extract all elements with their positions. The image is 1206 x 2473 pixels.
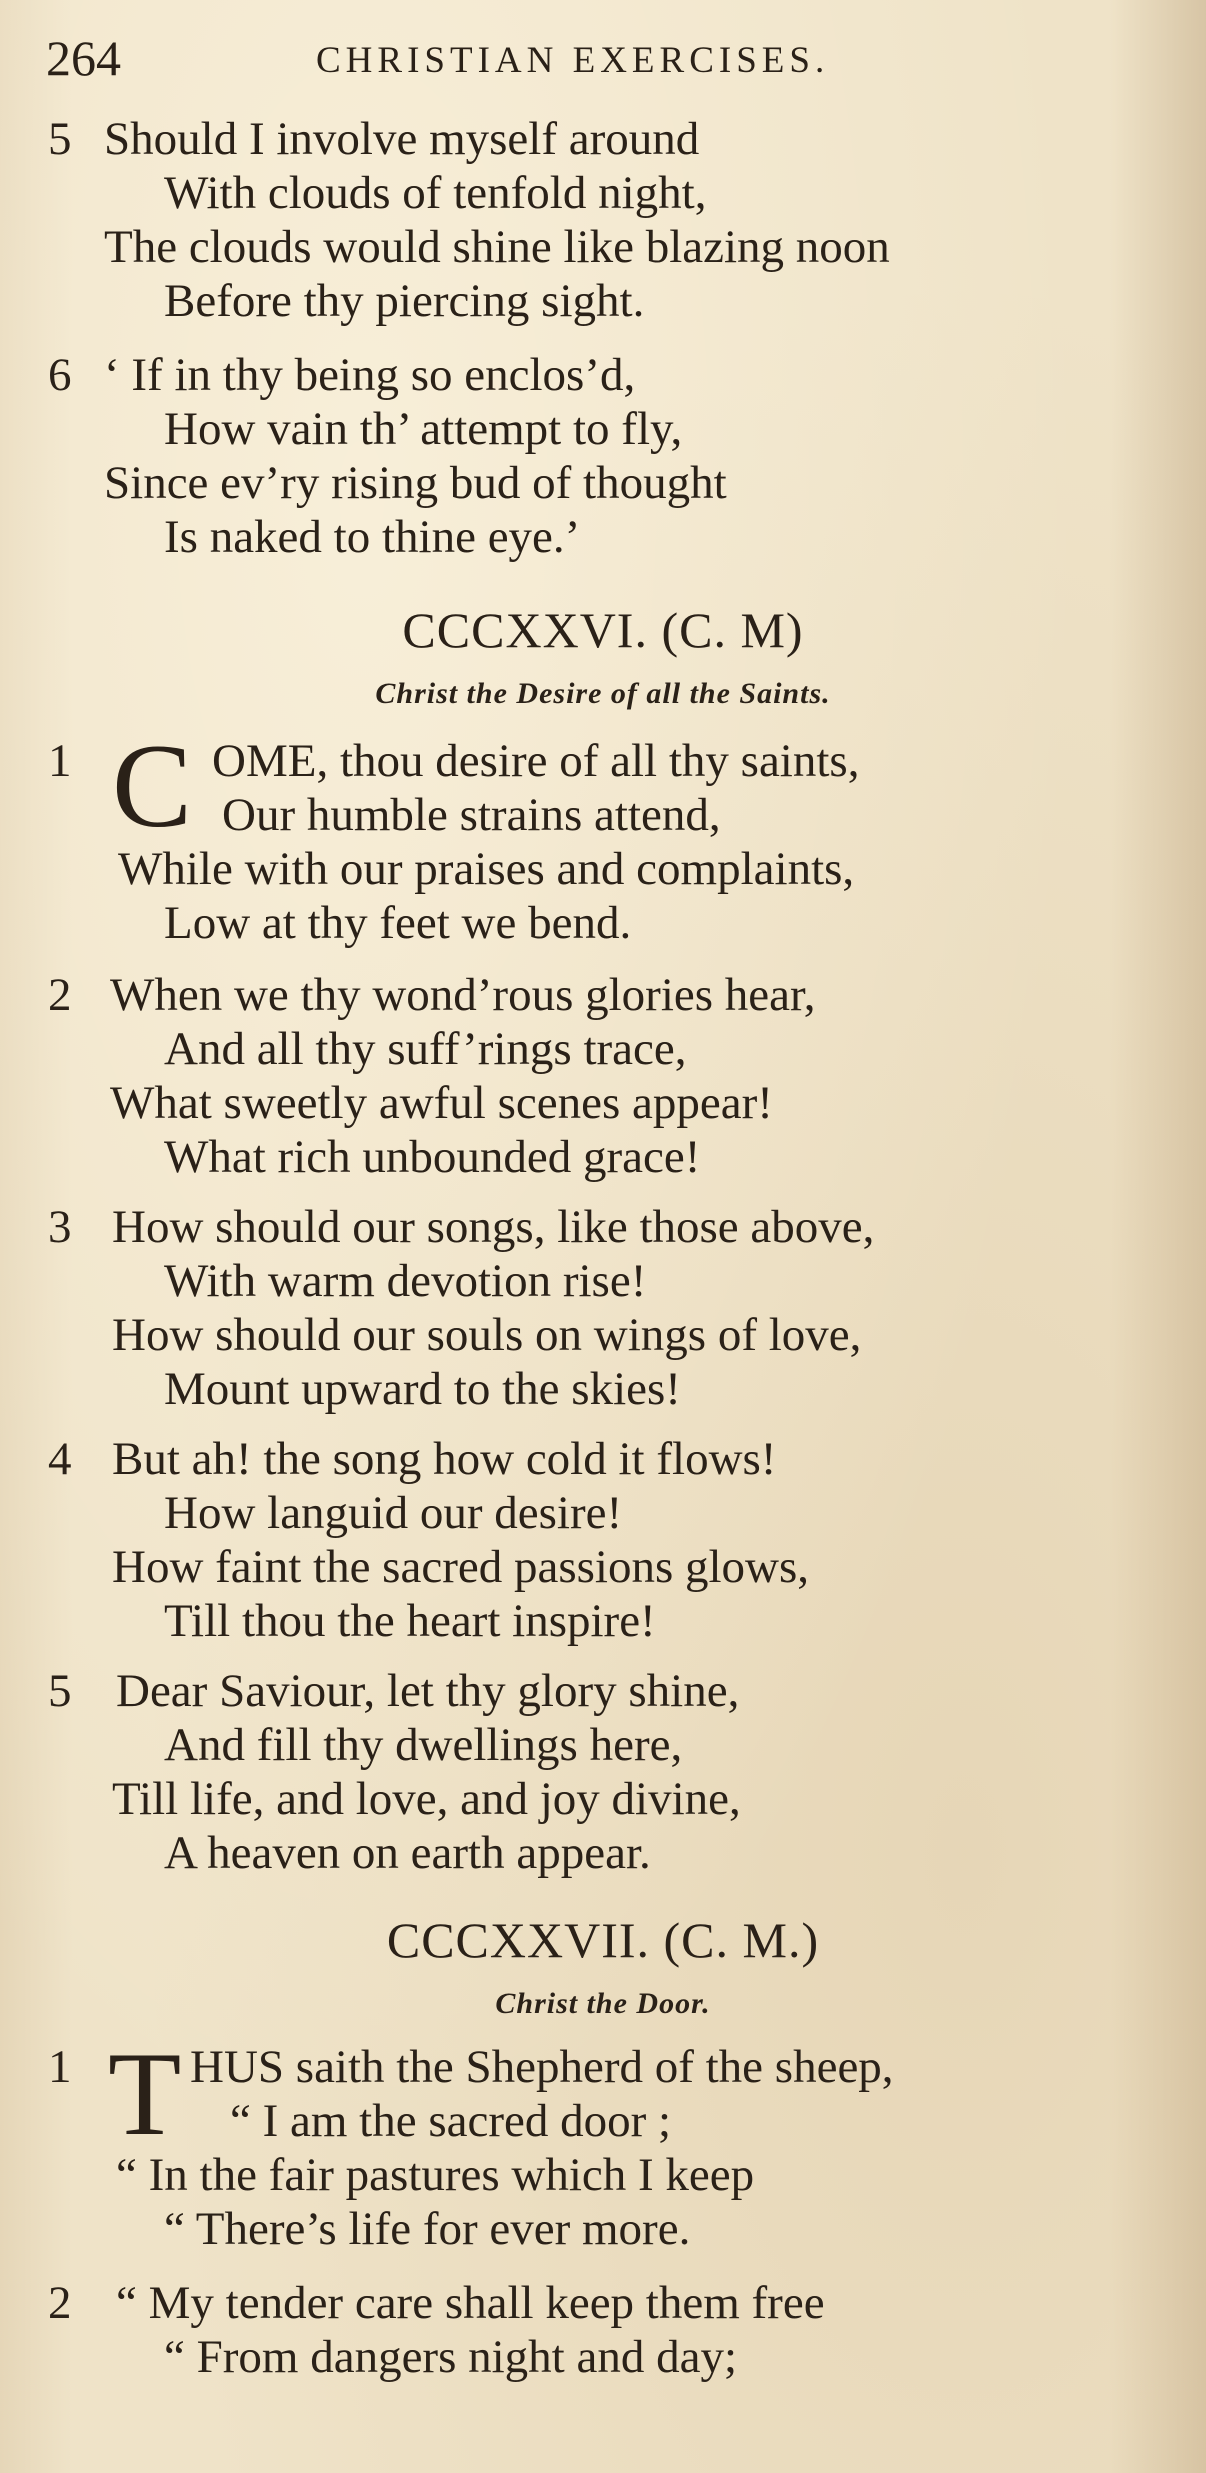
- stanza-number: 1: [48, 2041, 72, 2093]
- drop-cap: C: [112, 719, 193, 852]
- stanza-number: 5: [48, 113, 72, 165]
- running-head: CHRISTIAN EXERCISES.: [316, 40, 830, 81]
- verse-line: A heaven on earth appear.: [164, 1827, 651, 1879]
- verse-line: When we thy wond’rous glories hear,: [110, 969, 816, 1021]
- stanza-number: 5: [48, 1665, 72, 1717]
- verse-line: What rich unbounded grace!: [164, 1131, 701, 1183]
- verse-line: With clouds of tenfold night,: [164, 167, 707, 219]
- stanza-number: 2: [48, 2277, 72, 2329]
- verse-line: Till life, and love, and joy divine,: [112, 1773, 741, 1825]
- hymn-327-title: CCCXXVII. (C. M.): [386, 1912, 820, 1968]
- stanza-number: 2: [48, 969, 72, 1021]
- stanza-number: 4: [48, 1433, 72, 1485]
- stanza-number: 1: [48, 735, 72, 787]
- drop-cap: T: [108, 2027, 182, 2160]
- verse-line: “ In the fair pastures which I keep: [116, 2149, 755, 2201]
- verse-line: Before thy piercing sight.: [164, 275, 645, 327]
- hymn-326-subtitle: Christ the Desire of all the Saints.: [375, 677, 831, 710]
- verse-line: How should our songs, like those above,: [112, 1201, 875, 1253]
- hymn-326-title: CCCXXVI. (C. M): [402, 602, 804, 658]
- verse-line: “ From dangers night and day;: [164, 2331, 738, 2383]
- verse-line: Till thou the heart inspire!: [164, 1595, 656, 1647]
- verse-line: How should our souls on wings of love,: [112, 1309, 862, 1361]
- verse-line: But ah! the song how cold it flows!: [112, 1433, 777, 1485]
- hymn-327-subtitle: Christ the Door.: [495, 1987, 711, 2020]
- verse-line: Is naked to thine eye.’: [164, 511, 581, 563]
- verse-line: What sweetly awful scenes appear!: [110, 1077, 773, 1129]
- verse-line: While with our praises and complaints,: [118, 843, 855, 895]
- verse-line: Low at thy feet we bend.: [164, 897, 632, 949]
- verse-line: How vain th’ attempt to fly,: [164, 403, 683, 455]
- verse-line: And all thy suff’rings trace,: [164, 1023, 687, 1075]
- verse-line: And fill thy dwellings here,: [164, 1719, 683, 1771]
- verse-line: Our humble strains attend,: [222, 789, 721, 841]
- verse-line: Should I involve myself around: [104, 113, 700, 165]
- verse-line: “ My tender care shall keep them free: [116, 2277, 825, 2329]
- verse-line: OME, thou desire of all thy saints,: [212, 735, 860, 787]
- verse-line: HUS saith the Shepherd of the sheep,: [190, 2041, 894, 2093]
- verse-line: Dear Saviour, let thy glory shine,: [116, 1665, 740, 1717]
- stanza-number: 3: [48, 1201, 72, 1253]
- verse-line: How faint the sacred passions glows,: [112, 1541, 810, 1593]
- verse-line: The clouds would shine like blazing noon: [104, 221, 890, 273]
- verse-line: How languid our desire!: [164, 1487, 623, 1539]
- verse-line: “ I am the sacred door ;: [230, 2095, 672, 2147]
- verse-line: Since ev’ry rising bud of thought: [104, 457, 727, 509]
- page-number: 264: [46, 30, 121, 86]
- verse-line: With warm devotion rise!: [164, 1255, 647, 1307]
- verse-line: ‘ If in thy being so enclos’d,: [104, 349, 636, 401]
- page-header: [46, 28, 1166, 88]
- stanza-number: 6: [48, 349, 72, 401]
- verse-line: “ There’s life for ever more.: [164, 2203, 691, 2255]
- verse-line: Mount upward to the skies!: [164, 1363, 681, 1415]
